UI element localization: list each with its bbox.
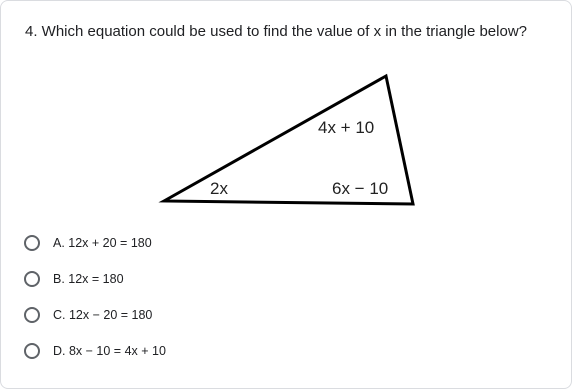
angle-label-right: 6x − 10 xyxy=(332,179,389,198)
radio-button-icon[interactable] xyxy=(24,343,40,359)
angle-label-left: 2x xyxy=(210,179,228,198)
option-a-label: A. 12x + 20 = 180 xyxy=(53,236,152,250)
radio-button-icon[interactable] xyxy=(24,271,40,287)
angle-label-top: 4x + 10 xyxy=(318,118,375,137)
option-d-label: D. 8x − 10 = 4x + 10 xyxy=(53,344,166,358)
option-b[interactable] xyxy=(21,265,124,293)
option-c-label: C. 12x − 20 = 180 xyxy=(53,308,153,322)
option-d[interactable] xyxy=(21,337,166,365)
option-b-label: B. 12x = 180 xyxy=(53,272,124,286)
option-c[interactable] xyxy=(21,301,152,329)
triangle-figure xyxy=(1,1,574,392)
option-a[interactable] xyxy=(21,229,152,257)
question-title: 4. Which equation could be used to find the value of x in the triangle below? xyxy=(25,23,527,40)
radio-button-icon[interactable] xyxy=(24,307,40,323)
radio-button-icon[interactable] xyxy=(24,235,40,251)
